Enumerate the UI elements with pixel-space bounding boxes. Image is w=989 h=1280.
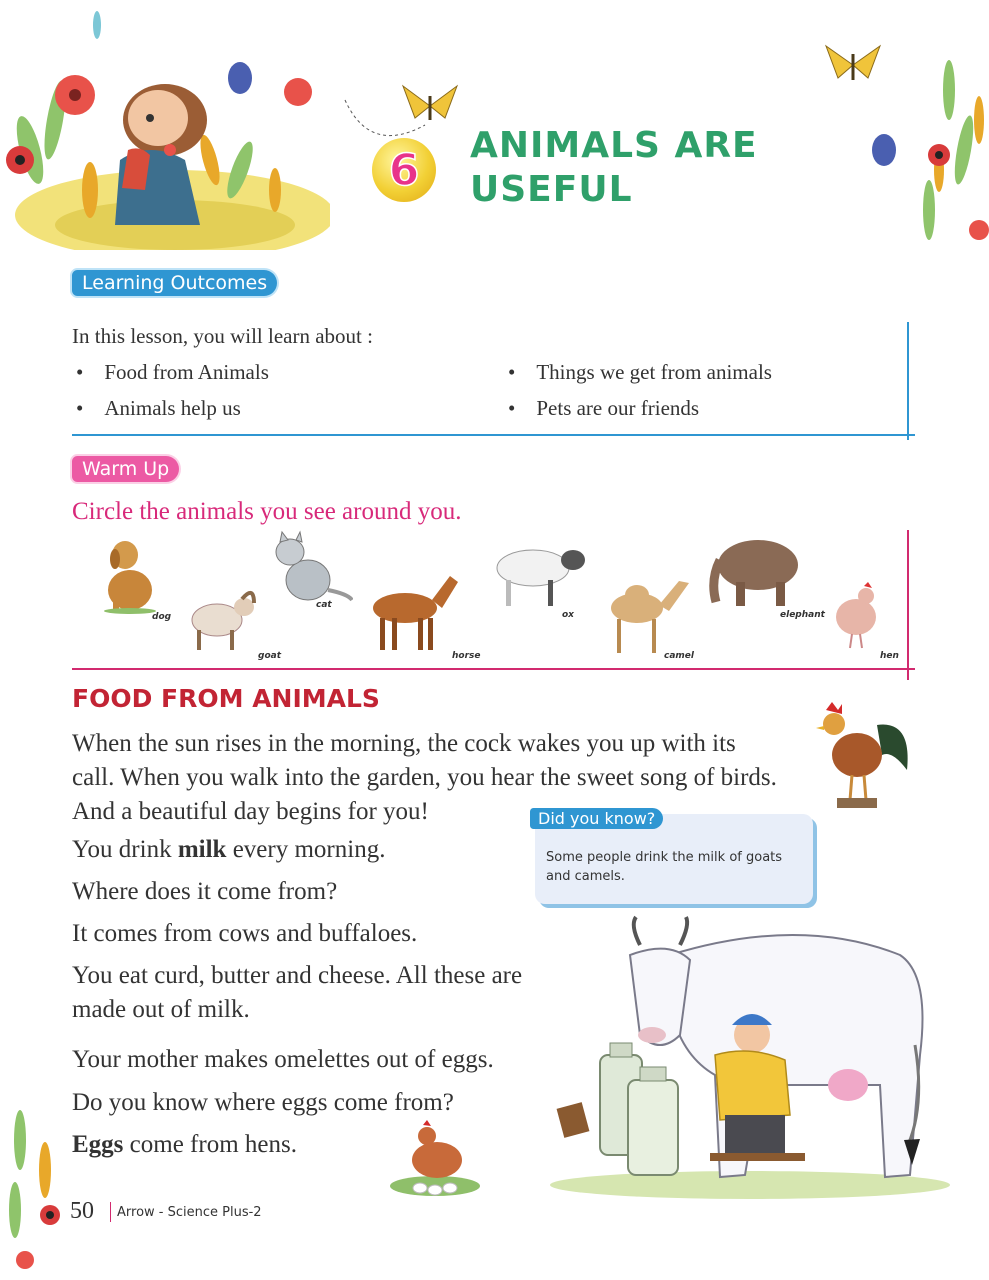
warm-up-instruction: Circle the animals you see around you. bbox=[72, 498, 462, 525]
cow-milking-illustration bbox=[540, 915, 950, 1200]
footer-flower-decoration bbox=[0, 1100, 70, 1280]
bullet-4: • Pets are our friends bbox=[508, 396, 700, 420]
eggs-line bbox=[72, 1128, 297, 1162]
bullet-3: • Things we get from animals bbox=[508, 360, 772, 384]
dog-image bbox=[95, 535, 165, 615]
elephant-label: elephant bbox=[780, 610, 825, 620]
hen-image bbox=[828, 582, 883, 652]
outcome-item: Food from Animals bbox=[104, 360, 269, 384]
question-1: Where does it come from? bbox=[72, 878, 338, 905]
horse-image bbox=[360, 570, 460, 655]
milk-post: every morning. bbox=[226, 836, 386, 863]
elephant-image bbox=[708, 530, 808, 610]
question-2: Do you know where eggs come from? bbox=[72, 1089, 454, 1116]
omelette-line: Your mother makes omelettes out of eggs. bbox=[72, 1046, 494, 1073]
eggs-post: come from hens. bbox=[123, 1131, 297, 1158]
learning-outcomes-label: Learning Outcomes bbox=[72, 270, 277, 296]
did-you-know-text: Some people drink the milk of goats and camels. bbox=[546, 850, 783, 884]
chapter-title bbox=[470, 124, 810, 212]
curd-line1: You eat curd, butter and cheese. All these are bbox=[72, 962, 523, 989]
rooster-image bbox=[812, 700, 917, 810]
goat-label: goat bbox=[258, 651, 282, 661]
ox-label: ox bbox=[562, 610, 574, 620]
warmup-rule-horizontal bbox=[72, 668, 915, 670]
para1-line3: And a beautiful day begins for you! bbox=[72, 798, 429, 825]
hen-label: hen bbox=[880, 651, 899, 661]
section-rule-horizontal bbox=[72, 434, 915, 436]
outcome-item: Animals help us bbox=[104, 396, 241, 420]
cat-label: cat bbox=[316, 600, 332, 610]
camel-label: camel bbox=[664, 651, 694, 661]
chapter-number-badge: 6 bbox=[372, 138, 436, 202]
eggs-bold: Eggs bbox=[72, 1131, 124, 1158]
outcome-item: Pets are our friends bbox=[536, 396, 700, 420]
camel-image bbox=[597, 573, 692, 658]
milk-line bbox=[72, 833, 385, 867]
answer-1: It comes from cows and buffaloes. bbox=[72, 920, 418, 947]
outcomes-intro: In this lesson, you will learn about : bbox=[72, 324, 373, 348]
hen-with-eggs-image bbox=[385, 1118, 485, 1198]
dog-label: dog bbox=[152, 612, 172, 622]
milk-pre: You drink bbox=[72, 836, 178, 863]
goat-image bbox=[182, 585, 262, 655]
bullet-2: • Animals help us bbox=[76, 396, 241, 420]
chapter-title-line1: ANIMALS ARE bbox=[470, 125, 758, 166]
cat-image bbox=[268, 530, 353, 605]
ox-image bbox=[488, 538, 588, 608]
para1-line2: call. When you walk into the garden, you hear the sweet song of birds. bbox=[72, 764, 777, 791]
did-you-know-label: Did you know? bbox=[530, 808, 663, 829]
para1-line1: When the sun rises in the morning, the cock wakes you up with its bbox=[72, 730, 736, 757]
warm-up-label: Warm Up bbox=[72, 456, 179, 482]
bullet-1: • Food from Animals bbox=[76, 360, 269, 384]
chapter-title-line2: USEFUL bbox=[470, 169, 633, 210]
curd-line2: made out of milk. bbox=[72, 996, 250, 1023]
horse-label: horse bbox=[452, 651, 481, 661]
outcome-item: Things we get from animals bbox=[536, 360, 772, 384]
section-heading: FOOD FROM ANIMALS bbox=[72, 684, 380, 713]
header-illustration-flowers-right bbox=[829, 30, 989, 270]
page-number: 50 bbox=[70, 1198, 94, 1224]
milk-bold: milk bbox=[177, 836, 227, 863]
footer-separator bbox=[110, 1202, 111, 1222]
section-rule-vertical bbox=[907, 322, 909, 440]
book-name: Arrow - Science Plus-2 bbox=[117, 1205, 262, 1220]
header-illustration-girl-garden bbox=[0, 0, 330, 250]
warmup-rule-vertical bbox=[907, 530, 909, 680]
